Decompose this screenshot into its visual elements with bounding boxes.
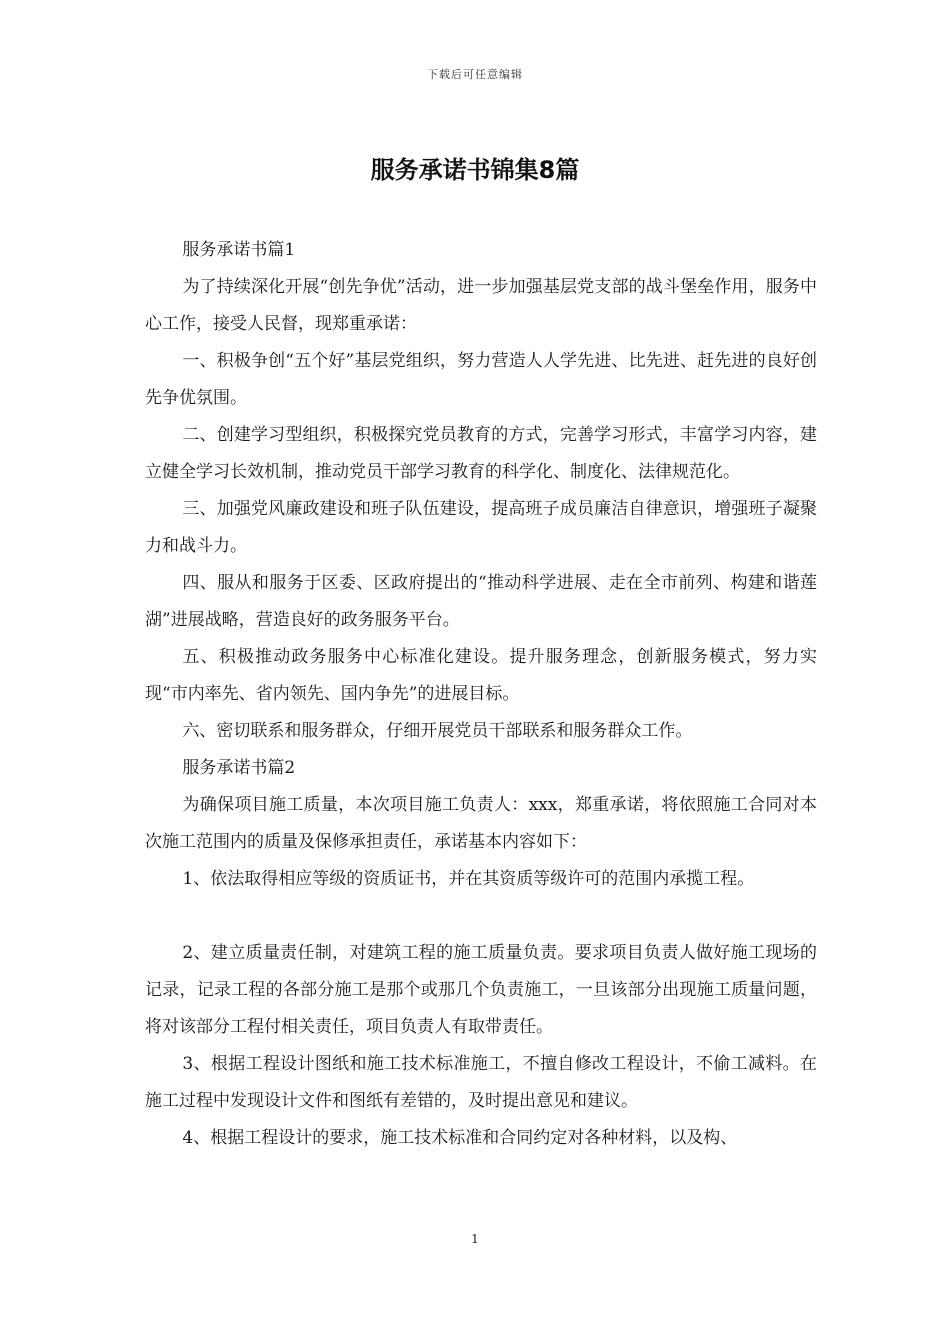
paragraph: 二、创建学习型组织，积极探究党员教育的方式，完善学习形式，丰富学习内容，建立健全学习长效机制，推动党员干部学习教育的科学化、制度化、法律规范化。 <box>145 425 817 482</box>
paragraph: 为确保项目施工质量，本次项目施工负责人：xxx，郑重承诺，将依照施工合同对本次施工范围内的质量及保修承担责任，承诺基本内容如下： <box>145 795 817 852</box>
header-note: 下载后可任意编辑 <box>427 68 523 81</box>
paragraph: 三、加强党风廉政建设和班子队伍建设，提高班子成员廉洁自律意识，增强班子凝聚力和战斗力。 <box>145 499 817 556</box>
paragraph: 四、服从和服务于区委、区政府提出的“推动科学进展、走在全市前列、构建和谐莲湖”进展战略，营造良好的政务服务平台。 <box>145 573 817 630</box>
paragraph: 五、积极推动政务服务中心标准化建设。提升服务理念，创新服务模式，努力实现“市内率先、省内领先、国内争先”的进展目标。 <box>145 647 817 704</box>
paragraph: 一、积极争创“五个好”基层党组织，努力营造人人学先进、比先进、赶先进的良好创先争优氛围。 <box>145 351 817 408</box>
paragraph: 1、依法取得相应等级的资质证书，并在其资质等级许可的范围内承揽工程。 <box>182 869 755 889</box>
paragraph: 为了持续深化开展“创先争优”活动，进一步加强基层党支部的战斗堡垒作用，服务中心工作，接受人民督，现郑重承诺： <box>145 277 817 334</box>
document-body <box>145 232 817 1157</box>
section-heading: 服务承诺书篇2 <box>182 758 296 778</box>
paragraph: 3、根据工程设计图纸和施工技术标准施工，不擅自修改工程设计，不偷工减料。在施工过程中发现设计文件和图纸有差错的，及时提出意见和建议。 <box>145 1054 817 1111</box>
document-title: 服务承诺书锦集8篇 <box>370 156 580 184</box>
page-number: 1 <box>471 1232 479 1246</box>
paragraph: 2、建立质量责任制，对建筑工程的施工质量负责。要求项目负责人做好施工现场的记录，记录工程的各部分施工是那个或那几个负责施工，一旦该部分出现施工质量问题，将对该部分工程付相关责任，项目负责人有取带责任。 <box>145 943 817 1037</box>
paragraph: 六、密切联系和服务群众，仔细开展党员干部联系和服务群众工作。 <box>182 721 693 741</box>
section-heading: 服务承诺书篇1 <box>182 240 296 260</box>
paragraph: 4、根据工程设计的要求，施工技术标准和合同约定对各种材料，以及构、 <box>182 1128 738 1148</box>
